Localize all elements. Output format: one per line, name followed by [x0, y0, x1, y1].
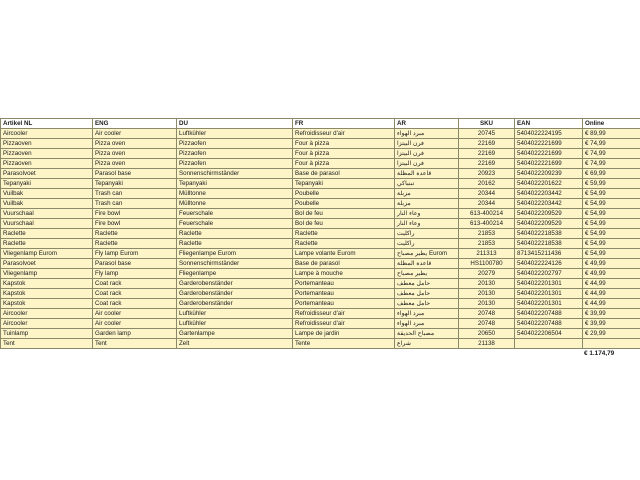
cell-ar[interactable]: مبرد الهواء: [395, 319, 459, 329]
table-row: [1, 159, 640, 169]
cell-fr[interactable]: Poubelle: [293, 189, 395, 199]
header-online[interactable]: Online: [583, 119, 640, 129]
table-row: [1, 319, 640, 329]
cell-sku[interactable]: 22169: [459, 139, 515, 149]
cell-eng[interactable]: Parasol base: [93, 259, 177, 269]
table-row: [1, 259, 640, 269]
cell-online-price[interactable]: € 74,99: [583, 149, 640, 159]
table-row: [1, 229, 640, 239]
cell-du[interactable]: Fliegenlampe: [177, 269, 293, 279]
cell-online-price[interactable]: € 49,99: [583, 269, 640, 279]
cell-ean[interactable]: 5404022203442: [515, 199, 583, 209]
cell-du[interactable]: Pizzaofen: [177, 149, 293, 159]
cell-fr[interactable]: Raclette: [293, 229, 395, 239]
cell-ean[interactable]: 5404022201622: [515, 179, 583, 189]
cell-eng[interactable]: Pizza oven: [93, 159, 177, 169]
cell-artikel-nl[interactable]: Tent: [1, 339, 93, 349]
cell-artikel-nl[interactable]: Vuurschaal: [1, 219, 93, 229]
cell-online-price[interactable]: [583, 339, 640, 349]
cell-eng[interactable]: Coat rack: [93, 289, 177, 299]
cell-artikel-nl[interactable]: Vliegenlamp Eurom: [1, 249, 93, 259]
cell-online-price[interactable]: € 54,99: [583, 189, 640, 199]
header-artikel-nl[interactable]: Artikel NL: [1, 119, 93, 129]
table-row: [1, 129, 640, 139]
cell-ean[interactable]: 5404022201301: [515, 279, 583, 289]
header-row: [1, 119, 640, 129]
cell-ar[interactable]: وعاء النار: [395, 219, 459, 229]
table-row: [1, 139, 640, 149]
cell-artikel-nl[interactable]: Raclette: [1, 239, 93, 249]
cell-ean[interactable]: 5404022221699: [515, 149, 583, 159]
cell-eng[interactable]: Coat rack: [93, 299, 177, 309]
cell-ar[interactable]: حامل معطف: [395, 299, 459, 309]
cell-eng[interactable]: Fly lamp Eurom: [93, 249, 177, 259]
cell-du[interactable]: Fliegenlampe Eurom: [177, 249, 293, 259]
price-total[interactable]: € 1.174,79: [584, 350, 615, 357]
cell-fr[interactable]: Four à pizza: [293, 159, 395, 169]
cell-fr[interactable]: Lampe volante Eurom: [293, 249, 395, 259]
cell-artikel-nl[interactable]: Vliegenlamp: [1, 269, 93, 279]
cell-online-price[interactable]: € 54,99: [583, 249, 640, 259]
cell-ar[interactable]: راكليت: [395, 239, 459, 249]
cell-ean[interactable]: 5404022218538: [515, 229, 583, 239]
cell-fr[interactable]: Base de parasol: [293, 259, 395, 269]
cell-ean[interactable]: [515, 339, 583, 349]
cell-sku[interactable]: 211313: [459, 249, 515, 259]
cell-eng[interactable]: Fire bowl: [93, 209, 177, 219]
cell-fr[interactable]: Refroidisseur d'air: [293, 309, 395, 319]
cell-fr[interactable]: Portemanteau: [293, 289, 395, 299]
cell-eng[interactable]: Raclette: [93, 229, 177, 239]
table-row: [1, 179, 640, 189]
cell-eng[interactable]: Air cooler: [93, 129, 177, 139]
cell-online-price[interactable]: € 54,99: [583, 209, 640, 219]
table-row: [1, 279, 640, 289]
table-row: [1, 209, 640, 219]
cell-fr[interactable]: Base de parasol: [293, 169, 395, 179]
table-row: [1, 299, 640, 309]
cell-ean[interactable]: 5404022206504: [515, 329, 583, 339]
cell-ean[interactable]: 5404022209239: [515, 169, 583, 179]
table-row: [1, 329, 640, 339]
cell-du[interactable]: Luftkühler: [177, 309, 293, 319]
cell-sku[interactable]: 20745: [459, 129, 515, 139]
cell-du[interactable]: Sonnenschirmständer: [177, 259, 293, 269]
cell-du[interactable]: Mülltonne: [177, 189, 293, 199]
cell-ar[interactable]: قاعدة المظلة: [395, 169, 459, 179]
cell-ean[interactable]: 5404022221699: [515, 159, 583, 169]
cell-online-price[interactable]: € 44,99: [583, 279, 640, 289]
cell-sku[interactable]: 21853: [459, 229, 515, 239]
table-row: [1, 149, 640, 159]
cell-ar[interactable]: فرن البيتزا: [395, 149, 459, 159]
table-row: [1, 199, 640, 209]
cell-eng[interactable]: Parasol base: [93, 169, 177, 179]
cell-sku[interactable]: 22169: [459, 159, 515, 169]
cell-ar[interactable]: Eurom يطير مصباح: [395, 249, 459, 259]
cell-online-price[interactable]: € 49,99: [583, 259, 640, 269]
cell-eng[interactable]: Trash can: [93, 199, 177, 209]
cell-fr[interactable]: Portemanteau: [293, 299, 395, 309]
cell-ar[interactable]: قاعدة المظلة: [395, 259, 459, 269]
cell-du[interactable]: Pizzaofen: [177, 159, 293, 169]
cell-artikel-nl[interactable]: Aircooler: [1, 129, 93, 139]
cell-eng[interactable]: Air cooler: [93, 309, 177, 319]
cell-sku[interactable]: 20748: [459, 319, 515, 329]
cell-sku[interactable]: 20162: [459, 179, 515, 189]
cell-online-price[interactable]: € 54,99: [583, 229, 640, 239]
cell-du[interactable]: Tepanyaki: [177, 179, 293, 189]
table-row: [1, 289, 640, 299]
cell-sku[interactable]: 613-400214: [459, 219, 515, 229]
cell-artikel-nl[interactable]: Vuilbak: [1, 189, 93, 199]
cell-eng[interactable]: Fire bowl: [93, 219, 177, 229]
cell-ean[interactable]: 8713415211436: [515, 249, 583, 259]
cell-sku[interactable]: HS1100780: [459, 259, 515, 269]
cell-ar[interactable]: راكليت: [395, 229, 459, 239]
cell-eng[interactable]: Pizza oven: [93, 149, 177, 159]
header-du[interactable]: DU: [177, 119, 293, 129]
cell-eng[interactable]: Raclette: [93, 239, 177, 249]
table-row: [1, 249, 640, 259]
cell-online-price[interactable]: € 74,99: [583, 159, 640, 169]
cell-eng[interactable]: Air cooler: [93, 319, 177, 329]
cell-artikel-nl[interactable]: Pizzaoven: [1, 159, 93, 169]
header-ean[interactable]: EAN: [515, 119, 583, 129]
cell-ean[interactable]: 5404022218538: [515, 239, 583, 249]
table-row: [1, 339, 640, 349]
cell-online-price[interactable]: € 54,99: [583, 219, 640, 229]
header-fr[interactable]: FR: [293, 119, 395, 129]
table-row: [1, 219, 640, 229]
table-row: [1, 239, 640, 249]
cell-ean[interactable]: 5404022201301: [515, 289, 583, 299]
cell-ean[interactable]: 5404022224126: [515, 259, 583, 269]
cell-sku[interactable]: 20748: [459, 309, 515, 319]
cell-sku[interactable]: 21138: [459, 339, 515, 349]
cell-ar[interactable]: حامل معطف: [395, 289, 459, 299]
cell-online-price[interactable]: € 44,99: [583, 289, 640, 299]
cell-sku[interactable]: 20130: [459, 299, 515, 309]
cell-sku[interactable]: 22169: [459, 149, 515, 159]
cell-sku[interactable]: 21853: [459, 239, 515, 249]
header-eng[interactable]: ENG: [93, 119, 177, 129]
cell-du[interactable]: Gartenlampe: [177, 329, 293, 339]
cell-ean[interactable]: 5404022203442: [515, 189, 583, 199]
cell-fr[interactable]: Portemanteau: [293, 279, 395, 289]
cell-fr[interactable]: Four à pizza: [293, 139, 395, 149]
cell-du[interactable]: Luftkühler: [177, 319, 293, 329]
cell-ar[interactable]: تبنياكي: [395, 179, 459, 189]
cell-sku[interactable]: 20344: [459, 199, 515, 209]
cell-artikel-nl[interactable]: Kapstok: [1, 279, 93, 289]
cell-online-price[interactable]: € 74,99: [583, 139, 640, 149]
cell-artikel-nl[interactable]: Raclette: [1, 229, 93, 239]
cell-online-price[interactable]: € 39,99: [583, 309, 640, 319]
cell-fr[interactable]: Refroidisseur d'air: [293, 129, 395, 139]
header-ar[interactable]: AR: [395, 119, 459, 129]
cell-artikel-nl[interactable]: Parasolvoet: [1, 259, 93, 269]
cell-du[interactable]: Mülltonne: [177, 199, 293, 209]
cell-sku[interactable]: 20650: [459, 329, 515, 339]
cell-ar[interactable]: يطير مصباح: [395, 269, 459, 279]
cell-du[interactable]: Garderobenständer: [177, 289, 293, 299]
cell-du[interactable]: Raclette: [177, 229, 293, 239]
cell-fr[interactable]: Refroidisseur d'air: [293, 319, 395, 329]
cell-online-price[interactable]: € 54,99: [583, 199, 640, 209]
cell-ean[interactable]: 5404022207488: [515, 309, 583, 319]
cell-online-price[interactable]: € 59,99: [583, 179, 640, 189]
cell-artikel-nl[interactable]: Kapstok: [1, 299, 93, 309]
cell-sku[interactable]: 20130: [459, 289, 515, 299]
cell-online-price[interactable]: € 44,99: [583, 299, 640, 309]
table-row: [1, 189, 640, 199]
cell-eng[interactable]: Trash can: [93, 189, 177, 199]
cell-sku[interactable]: 20923: [459, 169, 515, 179]
cell-artikel-nl[interactable]: Tepanyaki: [1, 179, 93, 189]
cell-ar[interactable]: حامل معطف: [395, 279, 459, 289]
cell-du[interactable]: Luftkühler: [177, 129, 293, 139]
cell-ean[interactable]: 5404022202797: [515, 269, 583, 279]
cell-sku[interactable]: 20130: [459, 279, 515, 289]
cell-fr[interactable]: Lampe de jardin: [293, 329, 395, 339]
cell-ar[interactable]: فرن البيتزا: [395, 159, 459, 169]
cell-online-price[interactable]: € 39,99: [583, 319, 640, 329]
cell-fr[interactable]: Raclette: [293, 239, 395, 249]
cell-online-price[interactable]: € 54,99: [583, 239, 640, 249]
cell-du[interactable]: Sonnenschirmständer: [177, 169, 293, 179]
cell-ean[interactable]: 5404022207488: [515, 319, 583, 329]
cell-du[interactable]: Raclette: [177, 239, 293, 249]
cell-eng[interactable]: Pizza oven: [93, 139, 177, 149]
spreadsheet-table: [0, 118, 640, 349]
cell-ean[interactable]: 5404022201301: [515, 299, 583, 309]
cell-ar[interactable]: فرن البيتزا: [395, 139, 459, 149]
cell-fr[interactable]: Four à pizza: [293, 149, 395, 159]
cell-sku[interactable]: 613-400214: [459, 209, 515, 219]
cell-du[interactable]: Garderobenständer: [177, 279, 293, 289]
cell-online-price[interactable]: € 89,99: [583, 129, 640, 139]
cell-sku[interactable]: 20279: [459, 269, 515, 279]
cell-eng[interactable]: Tepanyaki: [93, 179, 177, 189]
cell-du[interactable]: Feuerschale: [177, 219, 293, 229]
header-sku[interactable]: SKU: [459, 119, 515, 129]
cell-artikel-nl[interactable]: Kapstok: [1, 289, 93, 299]
cell-ar[interactable]: مزبلة: [395, 199, 459, 209]
cell-ean[interactable]: 5404022209529: [515, 209, 583, 219]
table-row: [1, 169, 640, 179]
cell-du[interactable]: Feuerschale: [177, 209, 293, 219]
cell-artikel-nl[interactable]: Pizzaoven: [1, 139, 93, 149]
cell-ean[interactable]: 5404022224195: [515, 129, 583, 139]
cell-artikel-nl[interactable]: Tuinlamp: [1, 329, 93, 339]
cell-artikel-nl[interactable]: Parasolvoet: [1, 169, 93, 179]
cell-ar[interactable]: وعاء النار: [395, 209, 459, 219]
cell-online-price[interactable]: € 69,99: [583, 169, 640, 179]
cell-online-price[interactable]: € 29,99: [583, 329, 640, 339]
cell-fr[interactable]: Bol de feu: [293, 209, 395, 219]
cell-eng[interactable]: Tent: [93, 339, 177, 349]
cell-du[interactable]: Garderobenständer: [177, 299, 293, 309]
cell-sku[interactable]: 20344: [459, 189, 515, 199]
cell-fr[interactable]: Bol de feu: [293, 219, 395, 229]
cell-fr[interactable]: Lampe à mouche: [293, 269, 395, 279]
cell-du[interactable]: Pizzaofen: [177, 139, 293, 149]
cell-ar[interactable]: مبرد الهواء: [395, 129, 459, 139]
cell-fr[interactable]: Tepanyaki: [293, 179, 395, 189]
cell-fr[interactable]: Tente: [293, 339, 395, 349]
cell-fr[interactable]: Poubelle: [293, 199, 395, 209]
cell-eng[interactable]: Fly lamp: [93, 269, 177, 279]
cell-ar[interactable]: مبرد الهواء: [395, 309, 459, 319]
cell-eng[interactable]: Garden lamp: [93, 329, 177, 339]
cell-artikel-nl[interactable]: Pizzaoven: [1, 149, 93, 159]
cell-artikel-nl[interactable]: Aircooler: [1, 319, 93, 329]
table-row: [1, 309, 640, 319]
cell-ar[interactable]: مزبلة: [395, 189, 459, 199]
cell-ar[interactable]: مصباح الحديقة: [395, 329, 459, 339]
cell-artikel-nl[interactable]: Vuilbak: [1, 199, 93, 209]
cell-artikel-nl[interactable]: Aircooler: [1, 309, 93, 319]
cell-eng[interactable]: Coat rack: [93, 279, 177, 289]
table-row: [1, 269, 640, 279]
cell-ar[interactable]: شراع: [395, 339, 459, 349]
cell-artikel-nl[interactable]: Vuurschaal: [1, 209, 93, 219]
cell-ean[interactable]: 5404022209529: [515, 219, 583, 229]
cell-ean[interactable]: 5404022221699: [515, 139, 583, 149]
cell-du[interactable]: Zelt: [177, 339, 293, 349]
